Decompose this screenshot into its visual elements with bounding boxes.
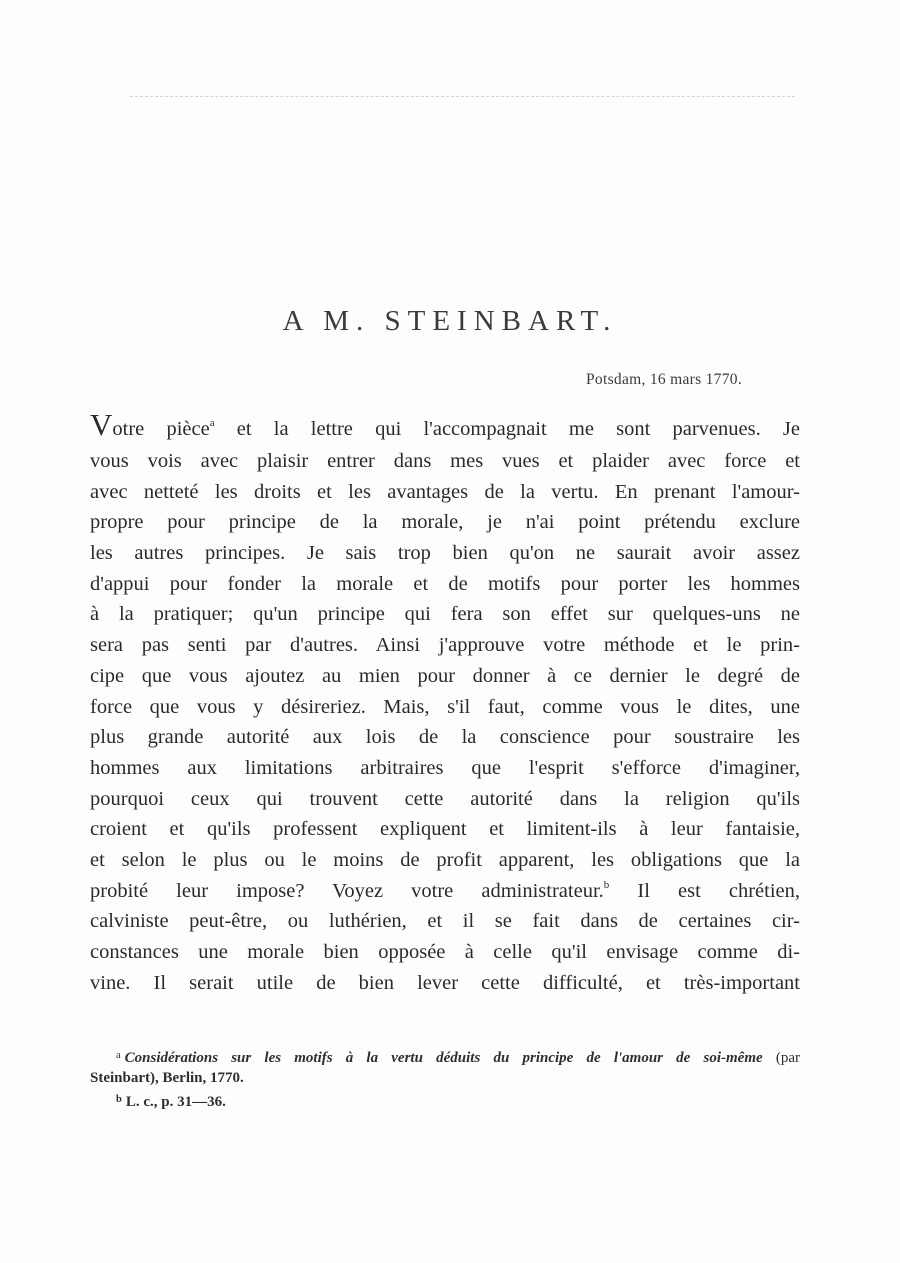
body-line: vine. Il serait utile de bien lever cette difficulté, et très-important <box>90 971 800 994</box>
body-line: croient et qu'ils professent expliquent et limitent-ils à leur fantaisie, <box>90 818 800 841</box>
body-line: cipe que vous ajoutez au mien pour donner à ce dernier le degré de <box>90 664 800 687</box>
body-line: Votre pièce$^a$ et la lettre qui l'accompagnait me sont parvenues. Je <box>90 408 800 442</box>
footnote-mark-b: b <box>116 1094 122 1105</box>
footnote-a-title: Considérations sur les motifs à la vertu déduits du principe de l'amour de soi-même <box>124 1050 763 1066</box>
footnote-mark-a: a <box>116 1050 121 1061</box>
footnote-a: $^a$ Considérations sur les motifs à la vertu déduits du principe de l'amour de soi-même (par <box>116 1050 800 1066</box>
body-line: sera pas senti par d'autres. Ainsi j'approuve votre méthode et le prin- <box>90 634 800 657</box>
body-line: propre pour principe de la morale, je n'ai point prétendu exclure <box>90 511 800 534</box>
body-line: constances une morale bien opposée à celle qu'il envisage comme di- <box>90 941 800 963</box>
body-line: pourquoi ceux qui trouvent cette autorité dans la religion qu'ils <box>90 787 800 810</box>
body-line: calviniste peut-être, ou luthérien, et il se fait dans de certaines cir- <box>90 910 800 933</box>
body-line: hommes aux limitations arbitraires que l'esprit s'efforce d'imaginer, <box>90 756 800 779</box>
footnote-ref-b[interactable]: b <box>603 878 610 891</box>
footnote-b: $^b$ L. c., p. 31—36. <box>116 1094 226 1110</box>
drop-cap: V <box>90 408 113 442</box>
top-rule <box>130 96 795 97</box>
letter-body <box>90 408 800 998</box>
body-line: les autres principes. Je sais trop bien qu'on ne saurait avoir assez <box>90 542 800 565</box>
footnotes <box>90 1045 800 1111</box>
body-line: probité leur impose? Voyez votre administrateur.$^b$ Il est chrétien, <box>90 878 800 902</box>
body-line: vous vois avec plaisir entrer dans mes vues et plaider avec force et <box>90 450 800 472</box>
letter-dateline: Potsdam, 16 mars 1770. <box>586 371 742 388</box>
body-line: et selon le plus ou le moins de profit apparent, les obligations que la <box>90 848 800 871</box>
body-line: plus grande autorité aux lois de la conscience pour soustraire les <box>90 726 800 749</box>
body-line: avec netteté les droits et les avantages de la vertu. En prenant l'amour- <box>90 480 800 503</box>
letter-heading: A M. STEINBART. <box>282 305 618 337</box>
footnote-ref-a[interactable]: a <box>209 417 215 429</box>
body-line: d'appui pour fonder la morale et de motifs pour porter les hommes <box>90 572 800 595</box>
body-line: à la pratiquer; qu'un principe qui fera son effet sur quelques-uns ne <box>90 603 800 626</box>
footnote-a-continuation: Steinbart), Berlin, 1770. <box>90 1070 244 1086</box>
body-line: force que vous y désireriez. Mais, s'il faut, comme vous le dites, une <box>90 695 800 718</box>
